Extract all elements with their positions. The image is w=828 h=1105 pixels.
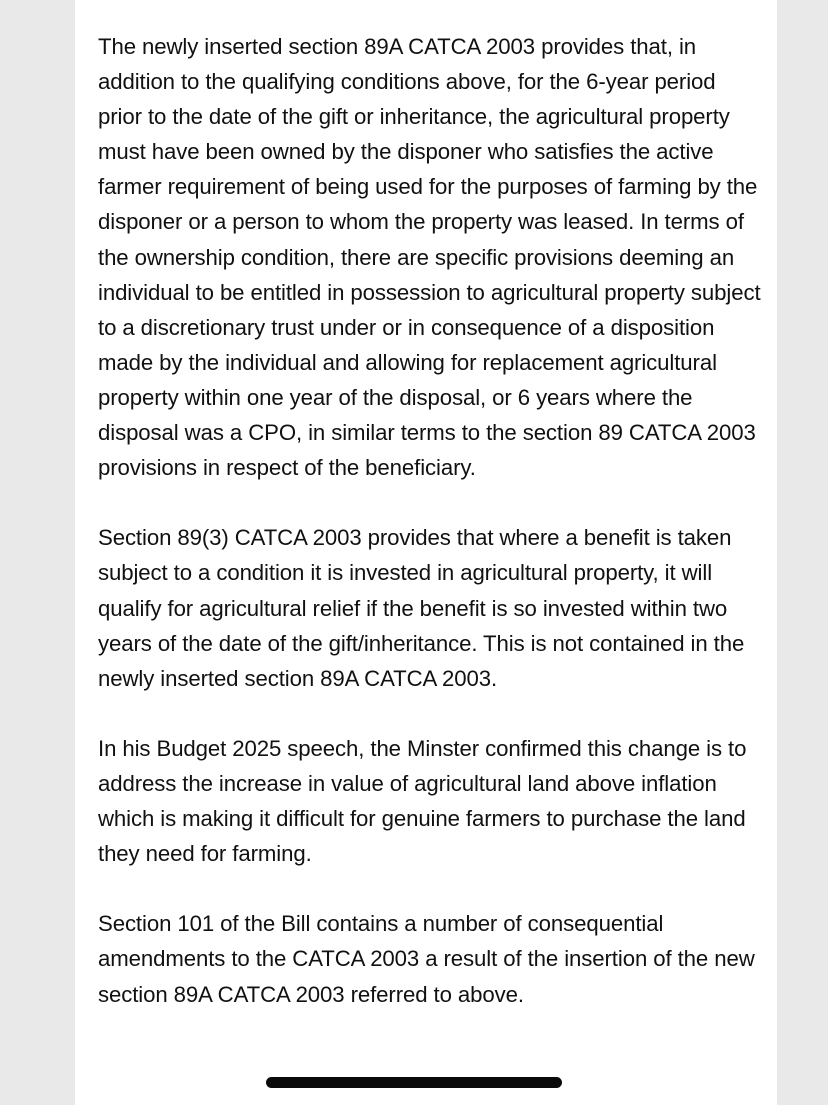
paragraph-section-89a: The newly inserted section 89A CATCA 2003 provides that, in addition to the qualifying conditions above, for the 6-year period prior to the date of the gift or inheritance, the agricultural property must have been owned by the disponer who satisfies the active farmer requirement of being used for the purposes of farming by the disponer or a person to whom the property was leased. In terms of the ownership condition, there are specific provisions deeming an individual to be entitled in possession to agricultural property subject to a discretionary trust under or in consequence of a disposition made by the individual and allowing for replacement agricultural property within one year of the disposal, or 6 years where the disposal was a CPO, in similar terms to the section 89 CATCA 2003 provisions in respect of the beneficiary. [98,34,761,481]
document-page [75,0,777,1105]
paragraph-section-101: Section 101 of the Bill contains a number of consequential amendments to the CATCA 2003 a result of the insertion of the new section 89A CATCA 2003 referred to above. [98,911,755,1007]
article-body [98,29,763,1047]
home-indicator[interactable] [266,1077,562,1088]
paragraph-section-89-3: Section 89(3) CATCA 2003 provides that where a benefit is taken subject to a condition it is invested in agricultural property, it will qualify for agricultural relief if the benefit is so invested within two years of the date of the gift/inheritance. This is not contained in the newly inserted section 89A CATCA 2003. [98,525,745,691]
paragraph-budget-2025: In his Budget 2025 speech, the Minster confirmed this change is to address the increase in value of agricultural land above inflation which is making it difficult for genuine farmers to purchase the land they need for farming. [98,735,747,867]
